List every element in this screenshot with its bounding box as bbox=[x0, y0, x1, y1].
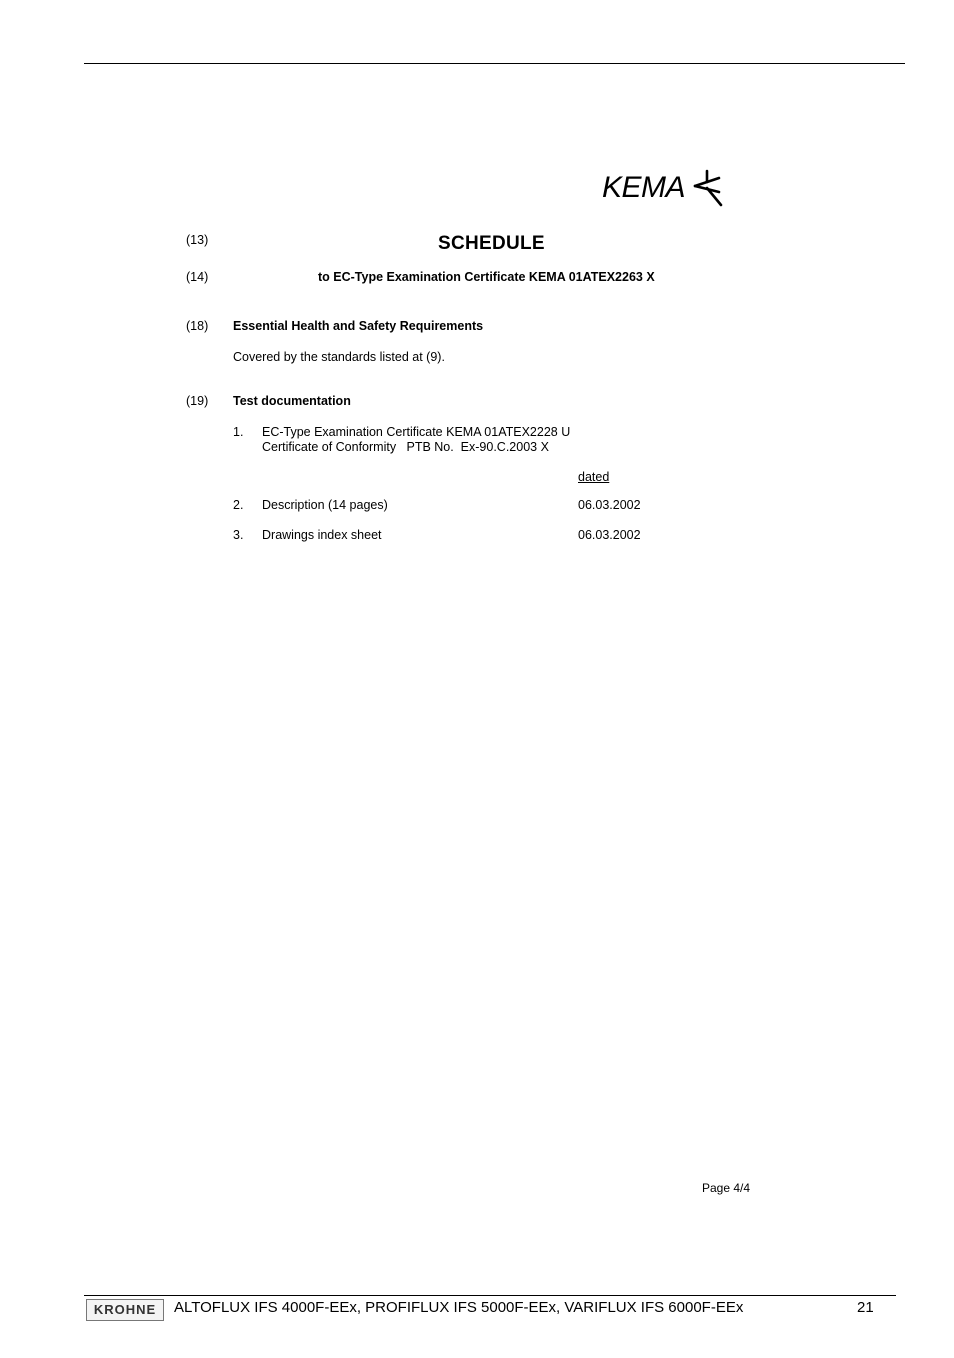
section-14-number: (14) bbox=[186, 270, 209, 284]
section-18-text: Covered by the standards listed at (9). bbox=[233, 350, 445, 364]
section-18-number: (18) bbox=[186, 319, 209, 333]
krohne-logo: KROHNE bbox=[86, 1299, 164, 1321]
section-19-number: (19) bbox=[186, 394, 209, 408]
certificate-subtitle: to EC-Type Examination Certificate KEMA 01ATEX2263 X bbox=[318, 270, 655, 284]
page-indicator: Page 4/4 bbox=[702, 1181, 751, 1195]
footer-page-number: 21 bbox=[857, 1299, 874, 1316]
kema-lightning-icon bbox=[691, 168, 725, 208]
doc-item-2-number: 2. bbox=[233, 498, 244, 512]
section-19-heading: Test documentation bbox=[233, 394, 351, 408]
schedule-title: SCHEDULE bbox=[438, 233, 545, 254]
kema-logo-text: KEMA bbox=[602, 171, 686, 204]
section-13-number: (13) bbox=[186, 233, 209, 247]
doc-item-1-number: 1. bbox=[233, 425, 244, 439]
bottom-rule bbox=[84, 1295, 896, 1296]
doc-item-3-number: 3. bbox=[233, 528, 244, 542]
doc-item-3-date: 06.03.2002 bbox=[578, 528, 641, 542]
footer-product-line: ALTOFLUX IFS 4000F-EEx, PROFIFLUX IFS 5000F-EEx, VARIFLUX IFS 6000F-EEx bbox=[174, 1299, 744, 1316]
top-rule bbox=[84, 63, 905, 64]
doc-item-1-line-2: Certificate of Conformity PTB No. Ex-90.C.2003 X bbox=[262, 440, 549, 454]
doc-item-2-label: Description (14 pages) bbox=[262, 498, 388, 512]
doc-item-2-date: 06.03.2002 bbox=[578, 498, 641, 512]
dated-column-header: dated bbox=[578, 470, 610, 484]
kema-logo bbox=[602, 166, 725, 210]
doc-item-3-label: Drawings index sheet bbox=[262, 528, 382, 542]
doc-item-1-line-1: EC-Type Examination Certificate KEMA 01ATEX2228 U bbox=[262, 425, 571, 439]
section-18-heading: Essential Health and Safety Requirements bbox=[233, 319, 484, 333]
